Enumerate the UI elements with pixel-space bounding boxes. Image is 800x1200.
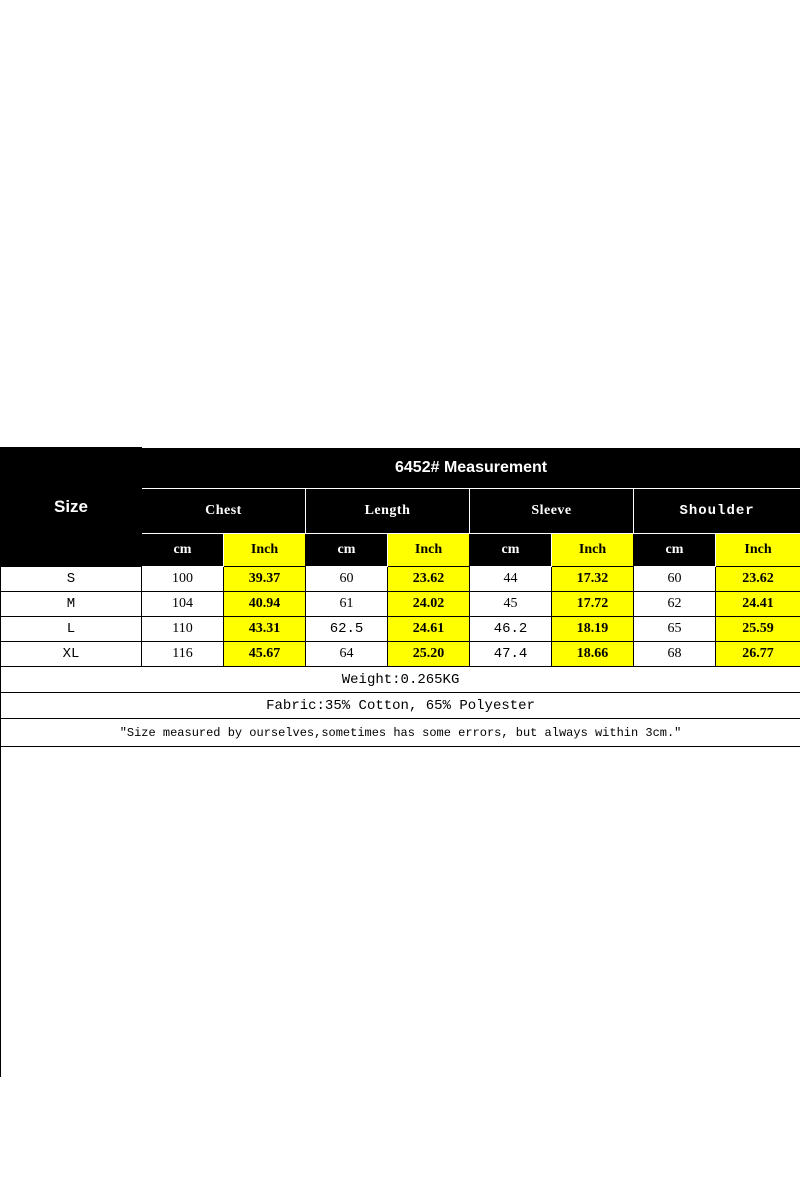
unit-header-cm: cm xyxy=(306,534,388,567)
size-cell: L xyxy=(1,617,142,642)
table-row xyxy=(1,567,800,592)
shoulder-cm-cell: 68 xyxy=(634,642,716,667)
length-inch-cell: 24.02 xyxy=(388,592,470,617)
group-header-shoulder: Shoulder xyxy=(634,489,800,534)
length-cm-cell: 61 xyxy=(306,592,388,617)
table-row xyxy=(1,592,800,617)
size-cell: S xyxy=(1,567,142,592)
group-header-chest: Chest xyxy=(142,489,306,534)
sleeve-cm-cell: 44 xyxy=(470,567,552,592)
table-row xyxy=(1,642,800,667)
shoulder-inch-cell: 25.59 xyxy=(716,617,800,642)
chest-inch-cell: 40.94 xyxy=(224,592,306,617)
unit-header-inch: Inch xyxy=(388,534,470,567)
chest-inch-cell: 45.67 xyxy=(224,642,306,667)
table-title: 6452# Measurement xyxy=(142,448,800,489)
length-inch-cell: 24.61 xyxy=(388,617,470,642)
sleeve-inch-cell: 17.32 xyxy=(552,567,634,592)
disclaimer-note: "Size measured by ourselves,sometimes has some errors, but always within 3cm." xyxy=(1,719,800,747)
length-cm-cell: 64 xyxy=(306,642,388,667)
unit-header-cm: cm xyxy=(634,534,716,567)
group-header-sleeve: Sleeve xyxy=(470,489,634,534)
size-column-header: Size xyxy=(1,448,142,567)
chest-inch-cell: 39.37 xyxy=(224,567,306,592)
shoulder-cm-cell: 60 xyxy=(634,567,716,592)
fabric-note: Fabric:35% Cotton, 65% Polyester xyxy=(1,693,800,719)
sleeve-cm-cell: 46.2 xyxy=(470,617,552,642)
unit-header-cm: cm xyxy=(470,534,552,567)
group-header-length: Length xyxy=(306,489,470,534)
sleeve-inch-cell: 18.19 xyxy=(552,617,634,642)
shoulder-inch-cell: 26.77 xyxy=(716,642,800,667)
sleeve-cm-cell: 47.4 xyxy=(470,642,552,667)
length-cm-cell: 62.5 xyxy=(306,617,388,642)
length-inch-cell: 23.62 xyxy=(388,567,470,592)
size-chart xyxy=(0,447,800,747)
sleeve-cm-cell: 45 xyxy=(470,592,552,617)
weight-note: Weight:0.265KG xyxy=(1,667,800,693)
size-cell: M xyxy=(1,592,142,617)
chest-cm-cell: 104 xyxy=(142,592,224,617)
unit-header-inch: Inch xyxy=(716,534,800,567)
length-inch-cell: 25.20 xyxy=(388,642,470,667)
shoulder-inch-cell: 24.41 xyxy=(716,592,800,617)
shoulder-cm-cell: 62 xyxy=(634,592,716,617)
length-cm-cell: 60 xyxy=(306,567,388,592)
unit-header-cm: cm xyxy=(142,534,224,567)
chest-cm-cell: 116 xyxy=(142,642,224,667)
chest-cm-cell: 110 xyxy=(142,617,224,642)
unit-header-inch: Inch xyxy=(552,534,634,567)
chest-inch-cell: 43.31 xyxy=(224,617,306,642)
measurement-table xyxy=(0,447,800,747)
size-cell: XL xyxy=(1,642,142,667)
sleeve-inch-cell: 18.66 xyxy=(552,642,634,667)
shoulder-cm-cell: 65 xyxy=(634,617,716,642)
chest-cm-cell: 100 xyxy=(142,567,224,592)
table-row xyxy=(1,617,800,642)
sleeve-inch-cell: 17.72 xyxy=(552,592,634,617)
unit-header-inch: Inch xyxy=(224,534,306,567)
left-edge-line xyxy=(0,747,1,1077)
shoulder-inch-cell: 23.62 xyxy=(716,567,800,592)
